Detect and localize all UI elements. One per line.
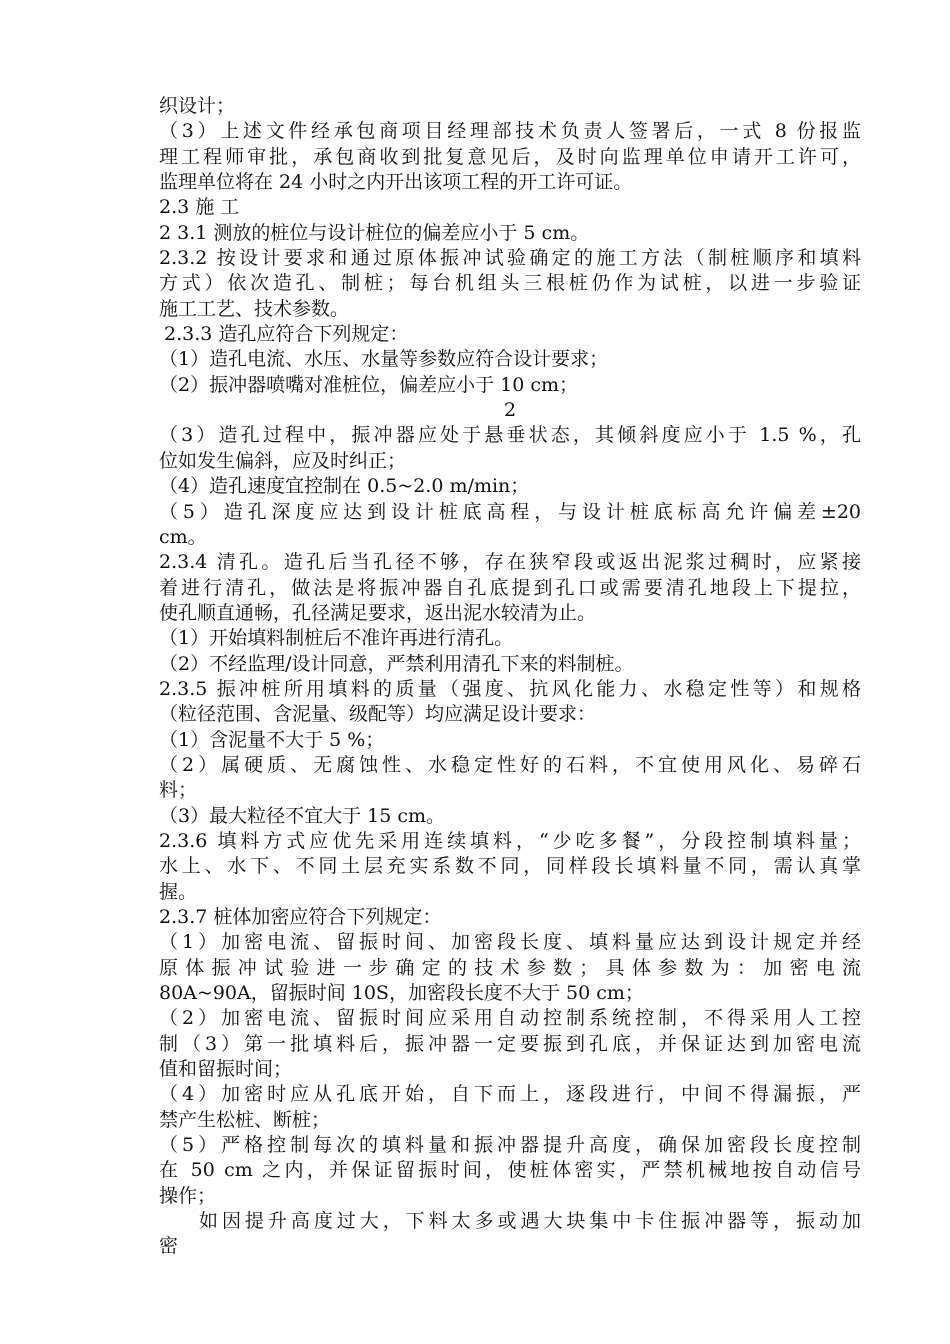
text-line: 施工工艺、技术参数。	[159, 297, 350, 320]
page-number: 2	[503, 399, 517, 422]
text-line: 位如发生偏斜，应及时纠正；	[159, 449, 407, 472]
text-line: 方式）依次造孔、制桩；每台机组头三根桩仍作为试桩，以进一步验证	[159, 272, 861, 295]
text-line: 2.3 施 工	[159, 196, 240, 219]
text-line: 2.3.7 桩体加密应符合下列规定：	[159, 906, 442, 928]
text-line: 原体振冲试验进一步确定的技术参数；具体参数为：加密电流	[159, 956, 861, 979]
text-line: 2.3.5 振冲桩所用填料的质量（强度、抗风化能力、水稳定性等）和规格	[159, 677, 861, 700]
text-block-lower	[159, 423, 861, 1259]
text-line: 料；	[159, 779, 198, 802]
text-line: 值和留振时间；	[159, 1058, 293, 1081]
text-line: （3）最大粒径不宜大于 15 cm。	[159, 804, 446, 827]
text-line: 在 50 cm 之内，并保证留振时间，使桩体密实，严禁机械地按自动信号	[159, 1159, 861, 1182]
text-line: 着进行清孔，做法是将振冲器自孔底提到孔口或需要清孔地段上下提拉，	[159, 576, 861, 599]
text-line: （2）振冲器喷嘴对准桩位，偏差应小于 10 cm；	[159, 373, 579, 396]
text-line: 2.3.2 按设计要求和通过原体振冲试验确定的施工方法（制桩顺序和填料	[159, 247, 861, 270]
text-line: 织设计；	[159, 95, 236, 117]
text-line: （5）造孔深度应达到设计桩底高程，与设计桩底标高允许偏差±20	[159, 500, 861, 523]
text-line: 禁产生松桩、断桩；	[159, 1108, 331, 1131]
text-line: cm。	[159, 525, 207, 548]
text-line: 操作；	[159, 1184, 217, 1207]
text-line: 2 3.1 测放的桩位与设计桩位的偏差应小于 5 cm。	[159, 221, 590, 244]
text-line: （4）造孔速度宜控制在 0.5~2.0 m/min；	[159, 475, 530, 498]
text-line: 监理单位将在 24 小时之内开出该项工程的开工许可证。	[159, 171, 633, 194]
text-line: （3）上述文件经承包商项目经理部技术负责人签署后，一式 8 份报监	[159, 120, 861, 143]
text-line: 如因提升高度过大，下料太多或遇大块集中卡住振冲器等，振动加	[199, 1210, 861, 1233]
text-block-upper	[159, 94, 861, 398]
text-line: 握。	[159, 880, 198, 903]
text-line: 制（3）第一批填料后，振冲器一定要振到孔底，并保证达到加密电流	[159, 1032, 861, 1055]
text-line: （3）造孔过程中，振冲器应处于悬垂状态，其倾斜度应小于 1.5 %，孔	[159, 424, 861, 447]
text-line: （2）不经监理/设计同意，严禁利用清孔下来的料制桩。	[159, 652, 634, 675]
text-line: （1）加密电流、留振时间、加密段长度、填料量应达到设计规定并经	[159, 931, 861, 954]
text-line: （粒径范围、含泥量、级配等）均应满足设计要求：	[159, 703, 597, 726]
text-line: 2.3.4 清孔。造孔后当孔径不够，存在狭窄段或返出泥浆过稠时，应紧接	[159, 551, 861, 574]
text-line: 理工程师审批，承包商收到批复意见后，及时向监理单位申请开工许可，	[159, 145, 861, 168]
text-line: （4）加密时应从孔底开始，自下而上，逐段进行，中间不得漏振，严	[159, 1083, 861, 1106]
text-line: （2）属硬质、无腐蚀性、水稳定性好的石料，不宜使用风化、易碎石	[159, 753, 861, 776]
text-line: （1）含泥量不大于 5 %；	[159, 728, 385, 751]
text-line: 2.3.3 造孔应符合下列规定：	[164, 323, 409, 346]
text-line: （5）严格控制每次的填料量和振冲器提升高度，确保加密段长度控制	[159, 1134, 861, 1157]
text-line: 水上、水下、不同土层充实系数不同，同样段长填料量不同，需认真掌	[159, 855, 861, 878]
text-line: （1）开始填料制桩后不准许再进行清孔。	[159, 627, 514, 650]
text-line: （2）加密电流、留振时间应采用自动控制系统控制，不得采用人工控	[159, 1007, 861, 1030]
text-line: 80A~90A，留振时间 10S，加密段长度不大于 50 cm；	[159, 982, 644, 1005]
text-line: 2.3.6 填料方式应优先采用连续填料，“少吃多餐”，分段控制填料量；	[159, 829, 861, 852]
text-line: 密	[159, 1235, 179, 1258]
document-page	[159, 94, 861, 1260]
text-line: 使孔顺直通畅，孔径满足要求，返出泥水较清为止。	[159, 601, 597, 624]
text-line: （1）造孔电流、水压、水量等参数应符合设计要求；	[159, 348, 609, 371]
